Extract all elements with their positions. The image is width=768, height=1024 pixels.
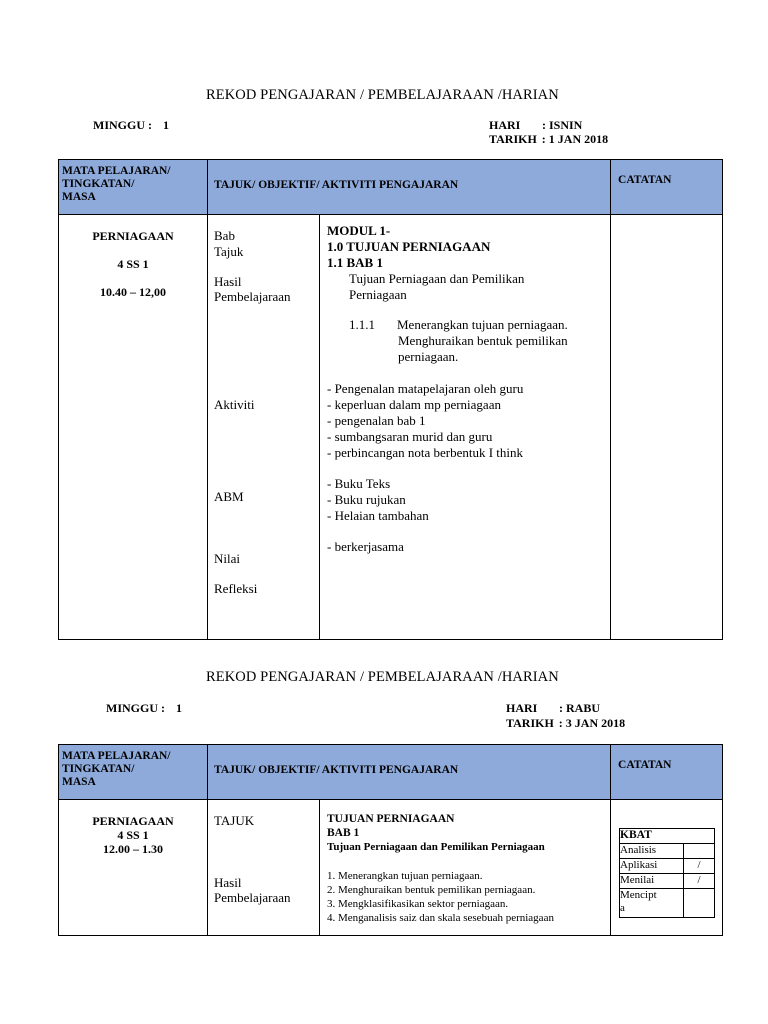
tajuk-line1: Tujuan Perniagaan dan Pemilikan xyxy=(349,271,525,286)
header-tajuk-text: TAJUK/ OBJEKTIF/ AKTIVITI PENGAJARAN xyxy=(214,179,459,191)
content-cell xyxy=(320,800,611,936)
tajuk-line2: Perniagaan xyxy=(349,287,407,302)
header-mata-pelajaran xyxy=(59,745,208,800)
label-refleksi: Refleksi xyxy=(214,581,258,596)
hasil-item: 4. Menganalisis saiz dan skala sesebuah perniagaan xyxy=(327,912,554,924)
header-catatan xyxy=(611,160,723,215)
kbat-label xyxy=(620,889,684,918)
abm-item: - Buku rujukan xyxy=(327,492,406,507)
tarikh-value: : 3 JAN 2018 xyxy=(558,716,626,730)
header-line: MASA xyxy=(62,191,96,203)
minggu-label: MINGGU : xyxy=(106,701,165,715)
hasil-item: 3. Mengklasifikasikan sektor perniagaan. xyxy=(327,898,509,910)
kbat-row xyxy=(620,874,715,889)
label-hasil: Hasil xyxy=(214,875,242,890)
kbat-label-line: a xyxy=(620,902,625,914)
record1-minggu xyxy=(93,118,169,133)
subject-cell xyxy=(59,800,208,936)
header-catatan-text: CATATAN xyxy=(618,174,672,186)
label-bab: Bab xyxy=(214,228,235,243)
subject-name: PERNIAGAAN xyxy=(92,229,174,243)
minggu-value: 1 xyxy=(176,701,182,715)
header-tajuk xyxy=(208,745,611,800)
hari-value: : ISNIN xyxy=(542,118,583,132)
label-tajuk: Tajuk xyxy=(214,244,244,259)
header-line: MATA PELAJARAN/ xyxy=(62,165,171,177)
hasil-number: 1.1.1 xyxy=(349,317,375,332)
record2-title: REKOD PENGAJARAN / PEMBELAJARAAN /HARIAN xyxy=(206,669,559,685)
kbat-header: KBAT xyxy=(620,829,715,844)
record1-table xyxy=(58,159,723,640)
hasil-line2: Menghuraikan bentuk pemilikan xyxy=(398,333,568,348)
header-line: MATA PELAJARAN/ xyxy=(62,750,171,762)
record2-tarikh xyxy=(506,716,625,731)
aktiviti-item: - perbincangan nota berbentuk I think xyxy=(327,445,524,460)
catatan-cell xyxy=(611,215,723,640)
aktiviti-item: - pengenalan bab 1 xyxy=(327,413,426,428)
label-pembelajaraan: Pembelajaraan xyxy=(214,890,291,905)
kbat-label: Aplikasi xyxy=(620,859,684,874)
tujuan-title: 1.0 TUJUAN PERNIAGAAN xyxy=(327,239,491,254)
nilai-item: - berkerjasama xyxy=(327,539,404,554)
header-line: TINGKATAN/ xyxy=(62,763,135,775)
tarikh-value: : 1 JAN 2018 xyxy=(541,132,609,146)
bab-title: BAB 1 xyxy=(327,827,360,839)
label-tajuk: TAJUK xyxy=(214,813,255,828)
kbat-row xyxy=(620,889,715,918)
record2-minggu xyxy=(106,701,182,716)
record1-title: REKOD PENGAJARAN / PEMBELAJARAAN /HARIAN xyxy=(206,87,559,103)
minggu-value: 1 xyxy=(163,118,169,132)
record1-tarikh xyxy=(489,132,608,147)
catatan-cell xyxy=(611,800,723,936)
bab-title: 1.1 BAB 1 xyxy=(327,255,383,270)
hari-label: HARI xyxy=(506,701,538,715)
hasil-line3: perniagaan. xyxy=(398,349,459,364)
header-tajuk xyxy=(208,160,611,215)
kbat-header-row xyxy=(620,829,715,844)
label-pembelajaraan: Pembelajaraan xyxy=(214,289,291,304)
hasil-item: 1. Menerangkan tujuan perniagaan. xyxy=(327,870,483,882)
header-catatan-text: CATATAN xyxy=(618,759,672,771)
class-name: 4 SS 1 xyxy=(117,257,149,271)
kbat-label: Menilai xyxy=(620,874,684,889)
subtajuk-title: Tujuan Perniagaan dan Pemilikan Perniagaan xyxy=(327,841,545,853)
label-abm: ABM xyxy=(214,489,244,504)
tarikh-label: TARIKH xyxy=(506,716,554,730)
content-cell xyxy=(320,215,611,640)
kbat-row xyxy=(620,844,715,859)
hari-label: HARI xyxy=(489,118,521,132)
table-header-row xyxy=(59,745,723,800)
kbat-label: Analisis xyxy=(620,844,684,859)
hari-value: : RABU xyxy=(559,701,600,715)
kbat-table xyxy=(619,828,715,918)
abm-item: - Buku Teks xyxy=(327,476,391,491)
tarikh-label: TARIKH xyxy=(489,132,537,146)
header-tajuk-text: TAJUK/ OBJEKTIF/ AKTIVITI PENGAJARAN xyxy=(214,764,459,776)
labels-cell xyxy=(208,215,320,640)
record1-hari xyxy=(489,118,582,133)
table-header-row xyxy=(59,160,723,215)
hasil-item: 2. Menghuraikan bentuk pemilikan perniagaan. xyxy=(327,884,536,896)
kbat-mark: / xyxy=(684,859,715,874)
header-line: MASA xyxy=(62,776,96,788)
kbat-mark xyxy=(684,844,715,859)
subject-name: PERNIAGAAN xyxy=(92,814,174,828)
modul-title: MODUL 1- xyxy=(327,223,391,238)
kbat-label-line: Mencipt xyxy=(620,889,657,901)
labels-cell xyxy=(208,800,320,936)
label-hasil: Hasil xyxy=(214,274,242,289)
class-time: 10.40 – 12,00 xyxy=(100,285,166,299)
header-line: TINGKATAN/ xyxy=(62,178,135,190)
class-time: 12.00 – 1.30 xyxy=(103,842,163,856)
record2-table xyxy=(58,744,723,936)
record2-hari xyxy=(506,701,600,716)
label-aktiviti: Aktiviti xyxy=(214,397,255,412)
record1-body-row xyxy=(59,215,723,640)
abm-item: - Helaian tambahan xyxy=(327,508,429,523)
aktiviti-item: - sumbangsaran murid dan guru xyxy=(327,429,493,444)
kbat-mark xyxy=(684,889,715,918)
aktiviti-item: - Pengenalan matapelajaran oleh guru xyxy=(327,381,524,396)
minggu-label: MINGGU : xyxy=(93,118,152,132)
label-nilai: Nilai xyxy=(214,551,240,566)
aktiviti-item: - keperluan dalam mp perniagaan xyxy=(327,397,501,412)
subject-cell xyxy=(59,215,208,640)
record2-body-row xyxy=(59,800,723,936)
hasil-line1: Menerangkan tujuan perniagaan. xyxy=(397,317,568,332)
kbat-row xyxy=(620,859,715,874)
class-name: 4 SS 1 xyxy=(117,828,149,842)
kbat-mark: / xyxy=(684,874,715,889)
tajuk-title: TUJUAN PERNIAGAAN xyxy=(327,813,455,825)
header-mata-pelajaran xyxy=(59,160,208,215)
header-catatan xyxy=(611,745,723,800)
